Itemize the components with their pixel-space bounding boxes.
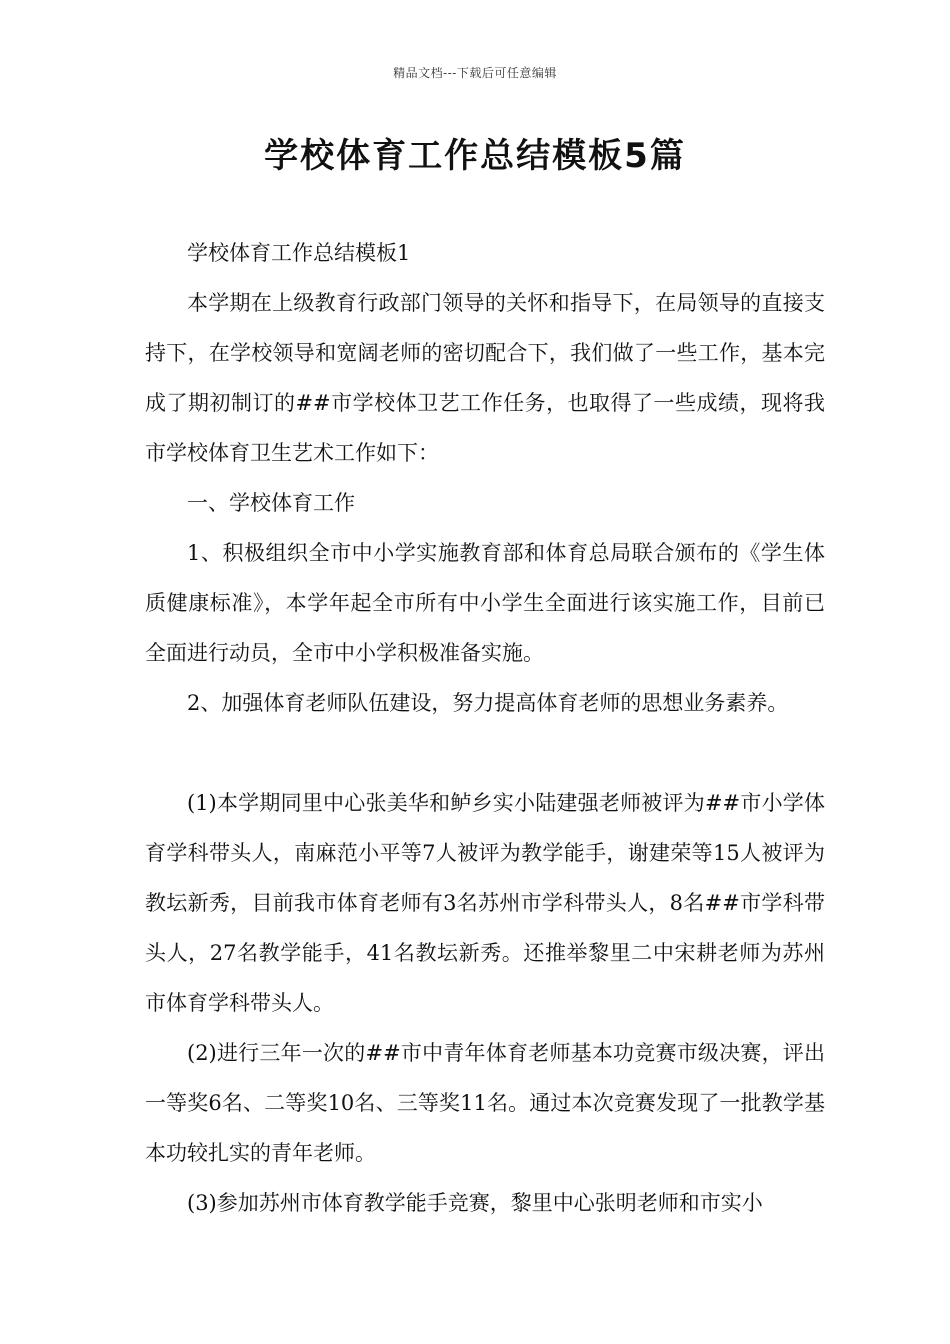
section-heading: 学校体育工作总结模板1 [187,241,411,265]
document-body [145,228,825,1228]
document-title: 学校体育工作总结模板5篇 [264,136,686,176]
paragraph: (3)参加苏州市体育教学能手竞赛，黎里中心张明老师和市实小 [187,1191,763,1215]
subsection-heading: 一、学校体育工作 [187,491,355,515]
paragraph: 1、积极组织全市中小学实施教育部和体育总局联合颁布的《学生体质健康标准》，本学年起全市所有中小学生全面进行该实施工作，目前已全面进行动员，全市中小学积极准备实施。 [145,541,825,665]
paragraph: (1)本学期同里中心张美华和鲈乡实小陆建强老师被评为##市小学体育学科带头人，南麻范小平等7人被评为教学能手，谢建荣等15人被评为教坛新秀，目前我市体育老师有3名苏州市学科带头人，8名##市学科带头人，27名教学能手，41名教坛新秀。还推举黎里二中宋耕老师为苏州市体育学科带头人。 [145,791,825,1015]
header-note: 精品文档---下载后可任意编辑 [393,66,557,80]
paragraph: 2、加强体育老师队伍建设，努力提高体育老师的思想业务素养。 [187,691,789,715]
paragraph: 本学期在上级教育行政部门领导的关怀和指导下，在局领导的直接支持下，在学校领导和宽阔老师的密切配合下，我们做了一些工作，基本完成了期初制订的##市学校体卫艺工作任务，也取得了一些成绩，现将我市学校体育卫生艺术工作如下： [145,291,825,465]
paragraph: (2)进行三年一次的##市中青年体育老师基本功竞赛市级决赛，评出一等奖6名、二等奖10名、三等奖11名。通过本次竞赛发现了一批教学基本功较扎实的青年老师。 [145,1041,825,1165]
